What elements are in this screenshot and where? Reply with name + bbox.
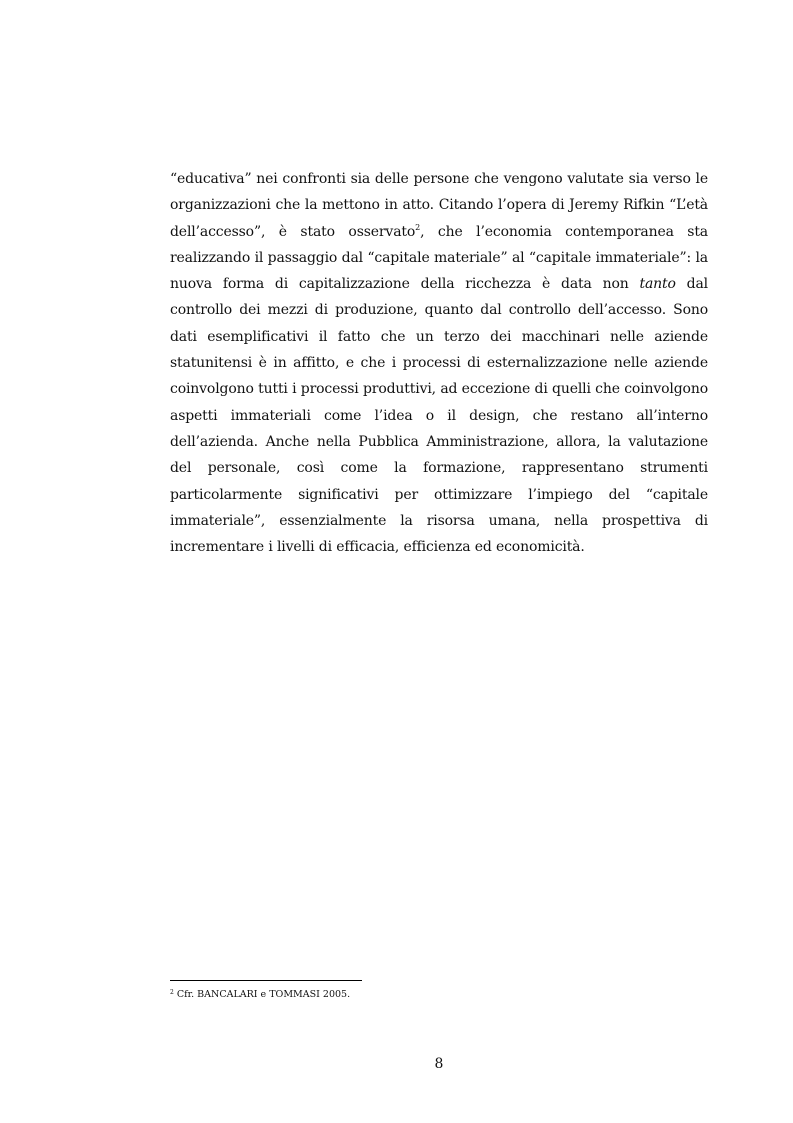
- footnote: [170, 989, 350, 1001]
- footnote-text: Cfr. BANCALARI e TOMMASI 2005.: [173, 989, 351, 1000]
- footnote-number: 2: [170, 989, 174, 996]
- paragraph-text-2: , che l’economia contemporanea sta realizzando il passaggio dal “capitale materiale” al “capitale immateriale”: la nuova forma di capitalizzazione della ricchezza è data non: [170, 223, 708, 293]
- footnote-separator: [170, 980, 362, 981]
- body-paragraph: [170, 166, 708, 560]
- paragraph-emphasis: tanto: [639, 276, 676, 293]
- paragraph-text-1: “educativa” nei confronti sia delle persone che vengono valutate sia verso le organizzazioni che la mettono in atto. Citando l’opera di Jeremy Rifkin “L’età dell’accesso”, è stato osservato: [170, 171, 708, 240]
- footnote-reference: 2: [415, 222, 421, 232]
- paragraph-text-3: dal controllo dei mezzi di produzione, quanto dal controllo dell’accesso. Sono dati esemplificativi il fatto che un terzo dei macchinari nelle aziende statunitensi è in affitto, e che i processi di esternalizzazione nelle aziende coinvolgono tutti i processi produttivi, ad eccezione di quelli che coinvolgono aspetti immateriali come l’idea o il design, che restano all’interno dell’azienda. Anche nella Pubblica Amministrazione, allora, la valutazione del personale, così come la formazione, rappresentano strumenti particolarmente significativi per ottimizzare l’impiego del “capitale immateriale”, essenzialmente la risorsa umana, nella prospettiva di incrementare i livelli di efficacia, efficienza ed economicità.: [170, 276, 708, 556]
- page-number: 8: [434, 1056, 444, 1072]
